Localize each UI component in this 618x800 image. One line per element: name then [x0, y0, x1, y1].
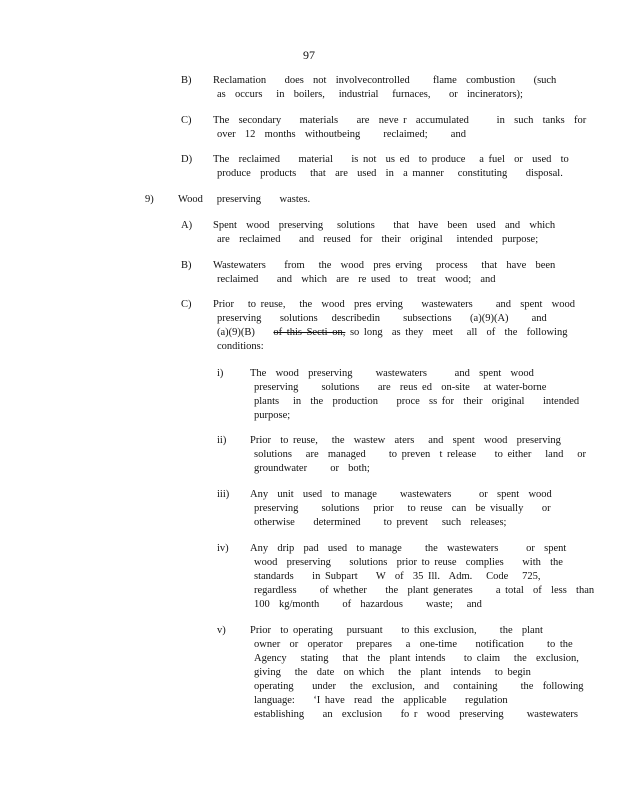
item-text-line: produce products that are used in a manner constituting disposal.: [217, 168, 563, 179]
item-label: A): [181, 220, 193, 231]
item-label: C): [181, 115, 192, 126]
item-text-line: establishing an exclusion fo r wood preserving wastewaters: [254, 709, 579, 720]
item-text-line: owner or operator prepares a one-time notification to the: [254, 639, 573, 650]
item-text-line: operating under the exclusion, and containing the following: [254, 681, 584, 692]
item-text-line: regardless of whether the plant generates a total of less than: [254, 585, 595, 596]
item-text-line: Any drip pad used to manage the wastewaters or spent: [250, 543, 567, 554]
subsection-ref: (a)(9)(B): [217, 327, 274, 338]
item-text-line: plants in the production proce ss for their original intended: [254, 396, 580, 407]
item-label: iii): [217, 489, 230, 500]
item-text-line: [217, 326, 567, 340]
item-text-line: conditions:: [217, 341, 264, 352]
item-text-fragment: so long as they meet all of the following: [345, 327, 568, 338]
item-text-line: Spent wood preserving solutions that have been used and which: [213, 220, 556, 231]
item-text-line: Any unit used to manage wastewaters or spent wood: [250, 489, 552, 500]
item-text-line: preserving solutions prior to reuse can be visually or: [254, 503, 551, 514]
item-text-line: giving the date on which the plant intends to begin: [254, 667, 531, 678]
item-text-line: are reclaimed and reused for their original intended purpose;: [217, 234, 539, 245]
item-text-line: solutions are managed to preven t release to either land or: [254, 449, 586, 460]
item-label: D): [181, 154, 193, 165]
item-text-line: Reclamation does not involvecontrolled flame combustion (such: [213, 75, 557, 86]
item-label: iv): [217, 543, 229, 554]
item-label: i): [217, 368, 224, 379]
item-text-line: as occurs in boilers, industrial furnaces, or incinerators);: [217, 89, 523, 100]
page-number: 97: [303, 48, 315, 62]
item-label: 9): [145, 194, 154, 205]
item-text-line: Prior to operating pursuant to this exclusion, the plant: [250, 625, 543, 636]
item-text-line: The wood preserving wastewaters and spent wood: [250, 368, 534, 379]
item-text-line: over 12 months withoutbeing reclaimed; and: [217, 129, 466, 140]
item-label: v): [217, 625, 226, 636]
item-label: B): [181, 75, 192, 86]
item-text-line: language: ‘I have read the applicable regulation: [254, 695, 508, 706]
item-text-line: Agency stating that the plant intends to claim the exclusion,: [254, 653, 579, 664]
item-text-line: purpose;: [254, 410, 291, 421]
item-text-line: groundwater or both;: [254, 463, 370, 474]
item-text-line: wood preserving solutions prior to reuse complies with the: [254, 557, 563, 568]
item-text-line: Prior to reuse, the wood pres erving wastewaters and spent wood: [213, 299, 576, 310]
item-text-line: preserving solutions describedin subsections (a)(9)(A) and: [217, 313, 547, 324]
item-label: C): [181, 299, 192, 310]
struck-text: of this Secti on,: [273, 327, 346, 338]
section-heading: Wood preserving wastes.: [178, 194, 311, 205]
item-label: B): [181, 260, 192, 271]
item-text-line: otherwise determined to prevent such releases;: [254, 517, 507, 528]
item-text-line: 100 kg/month of hazardous waste; and: [254, 599, 482, 610]
item-label: ii): [217, 435, 227, 446]
item-text-line: Prior to reuse, the wastew aters and spent wood preserving: [250, 435, 561, 446]
item-text-line: preserving solutions are reus ed on-site at water-borne: [254, 382, 547, 393]
item-text-line: standards in Subpart W of 35 Ill. Adm. Code 725,: [254, 571, 541, 582]
item-text-line: reclaimed and which are re used to treat wood; and: [217, 274, 496, 285]
item-text-line: The secondary materials are neve r accumulated in such tanks for: [213, 115, 587, 126]
item-text-line: The reclaimed material is not us ed to produce a fuel or used to: [213, 154, 569, 165]
item-text-line: Wastewaters from the wood pres erving process that have been: [213, 260, 556, 271]
